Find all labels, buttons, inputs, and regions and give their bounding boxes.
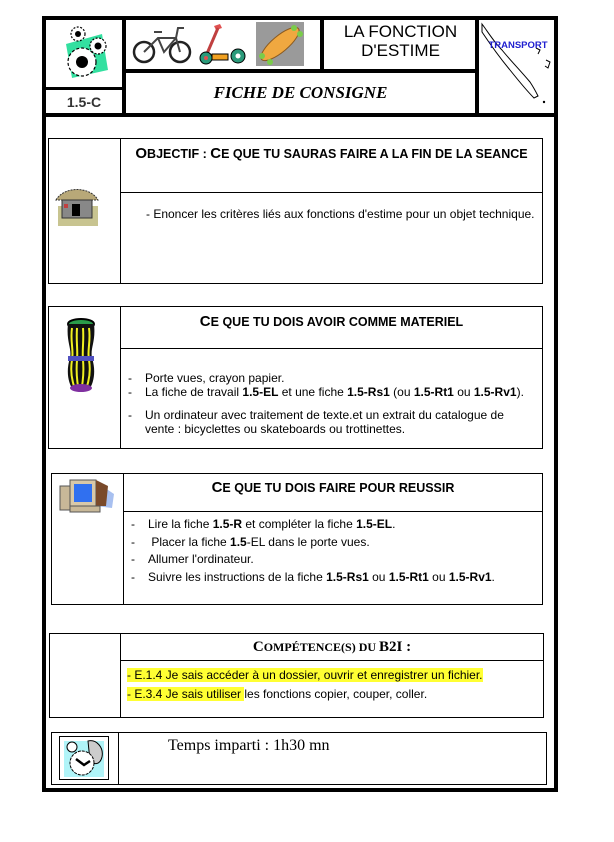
header-divider (122, 69, 478, 73)
ref: 1.5-Rs1 (326, 569, 369, 584)
title-text: E QUE TU SAURAS FAIRE A LA FIN DE LA SEANCE (221, 147, 528, 161)
ref: 1.5-R (212, 517, 243, 531)
materiel-title (120, 313, 543, 330)
title-initial: C (252, 639, 264, 655)
list-item (128, 408, 540, 436)
page-title (326, 22, 475, 68)
temps-label: Temps imparti : 1h30 mn (168, 737, 330, 754)
ref: 1.5-Rt1 (413, 385, 454, 399)
bullet-dash: - (131, 552, 135, 566)
item-text (148, 534, 370, 552)
list-item (127, 666, 541, 685)
title-text: OMPÉTENCE(S) DU (263, 640, 380, 654)
hut-icon (54, 180, 100, 230)
drum-icon (64, 318, 98, 394)
title-text: BJECTIF : (147, 147, 211, 161)
title-initial: C (199, 313, 211, 330)
objectif-item: - Enoncer les critères liés aux fonctions d'estime pour un objet technique. (146, 207, 535, 221)
list-item (131, 534, 541, 552)
text: Suivre les instructions de la fiche (148, 569, 327, 584)
title-initial: C (210, 145, 222, 162)
text: Placer la fiche (148, 534, 231, 549)
computer-icon (56, 476, 120, 514)
bullet-dash: - (128, 371, 132, 385)
ref: 1.5-Rv1 (473, 385, 517, 399)
skateboard-icon (256, 22, 304, 66)
section-divider (123, 511, 543, 512)
title-text: E QUE TU DOIS AVOIR COMME MATERIEL (210, 315, 464, 329)
header-divider (320, 16, 324, 72)
item-text (148, 516, 395, 534)
list-item (128, 371, 540, 385)
scooter-icon (194, 20, 252, 68)
header-divider (42, 113, 558, 117)
item-text (145, 385, 524, 399)
list-item (131, 569, 541, 587)
text: -EL dans le porte vues. (246, 534, 370, 549)
ref: 1.5-Rt1 (388, 569, 429, 584)
bicycle-icon (132, 20, 192, 68)
reussir-title (123, 479, 543, 496)
title-line-1: LA FONCTION (343, 22, 458, 41)
materiel-list (128, 371, 540, 436)
text: La fiche de travail (145, 385, 243, 399)
title-initial: O (135, 145, 148, 162)
bullet-dash: - (131, 569, 135, 584)
title-text: E QUE TU DOIS FAIRE POUR REUSSIR (222, 481, 455, 495)
item-text (148, 569, 495, 587)
section-divider (118, 732, 119, 785)
reussir-list (131, 516, 541, 586)
text: ou (368, 569, 389, 584)
text: ou (428, 569, 449, 584)
section-divider (120, 192, 543, 193)
bullet-dash: - (131, 534, 135, 549)
gears-icon (58, 22, 112, 84)
header-divider (475, 16, 479, 116)
map-icon (480, 18, 555, 112)
item-text: Un ordinateur avec traitement de texte.et un extrait du catalogue de vente : bicyclettes ou skateboards ou trottinettes. (145, 408, 504, 436)
text: Lire la fiche (148, 517, 213, 531)
bullet-dash: - (131, 517, 135, 531)
section-divider (120, 660, 544, 661)
text: . (392, 517, 396, 531)
objectif-title (120, 145, 543, 162)
title-text: B2I : (379, 639, 412, 655)
item-text: les fonctions copier, couper, coller. (244, 687, 428, 701)
ref: 1.5-Rs1 (347, 385, 390, 399)
bullet-dash: - (128, 385, 132, 399)
title-line-2: D'ESTIME (361, 41, 440, 60)
list-item (131, 516, 541, 534)
list-item (127, 685, 541, 704)
text: et compléter la fiche (242, 517, 357, 531)
ref: 1.5-EL (242, 385, 279, 399)
item-text: - E.3.4 Je sais utiliser (127, 687, 245, 701)
text: (ou (389, 385, 414, 399)
header-divider (42, 87, 124, 90)
text: . (491, 569, 495, 584)
fiche-subtitle: FICHE DE CONSIGNE (213, 83, 388, 102)
sheet-code: 1.5-C (66, 94, 102, 110)
ref: 1.5-Rv1 (448, 569, 492, 584)
text: et une fiche (278, 385, 348, 399)
map-label: TRANSPORT (488, 40, 548, 51)
competences-list (127, 666, 541, 704)
alarm-clock-icon (59, 736, 109, 780)
competences-title (120, 639, 544, 656)
bullet-dash: - (128, 408, 132, 422)
ref: 1.5 (230, 534, 247, 549)
item-text: - E.1.4 Je sais accéder à un dossier, ouvrir et enregistrer un fichier. (127, 668, 483, 682)
title-initial: C (211, 479, 223, 496)
text: ou (453, 385, 474, 399)
list-item (128, 385, 540, 399)
section-divider (120, 348, 543, 349)
item-text: Porte vues, crayon papier. (145, 371, 285, 385)
list-item (131, 551, 541, 569)
ref: 1.5-EL (356, 517, 393, 531)
text: ). (516, 385, 524, 399)
item-text: Allumer l'ordinateur. (148, 552, 254, 566)
